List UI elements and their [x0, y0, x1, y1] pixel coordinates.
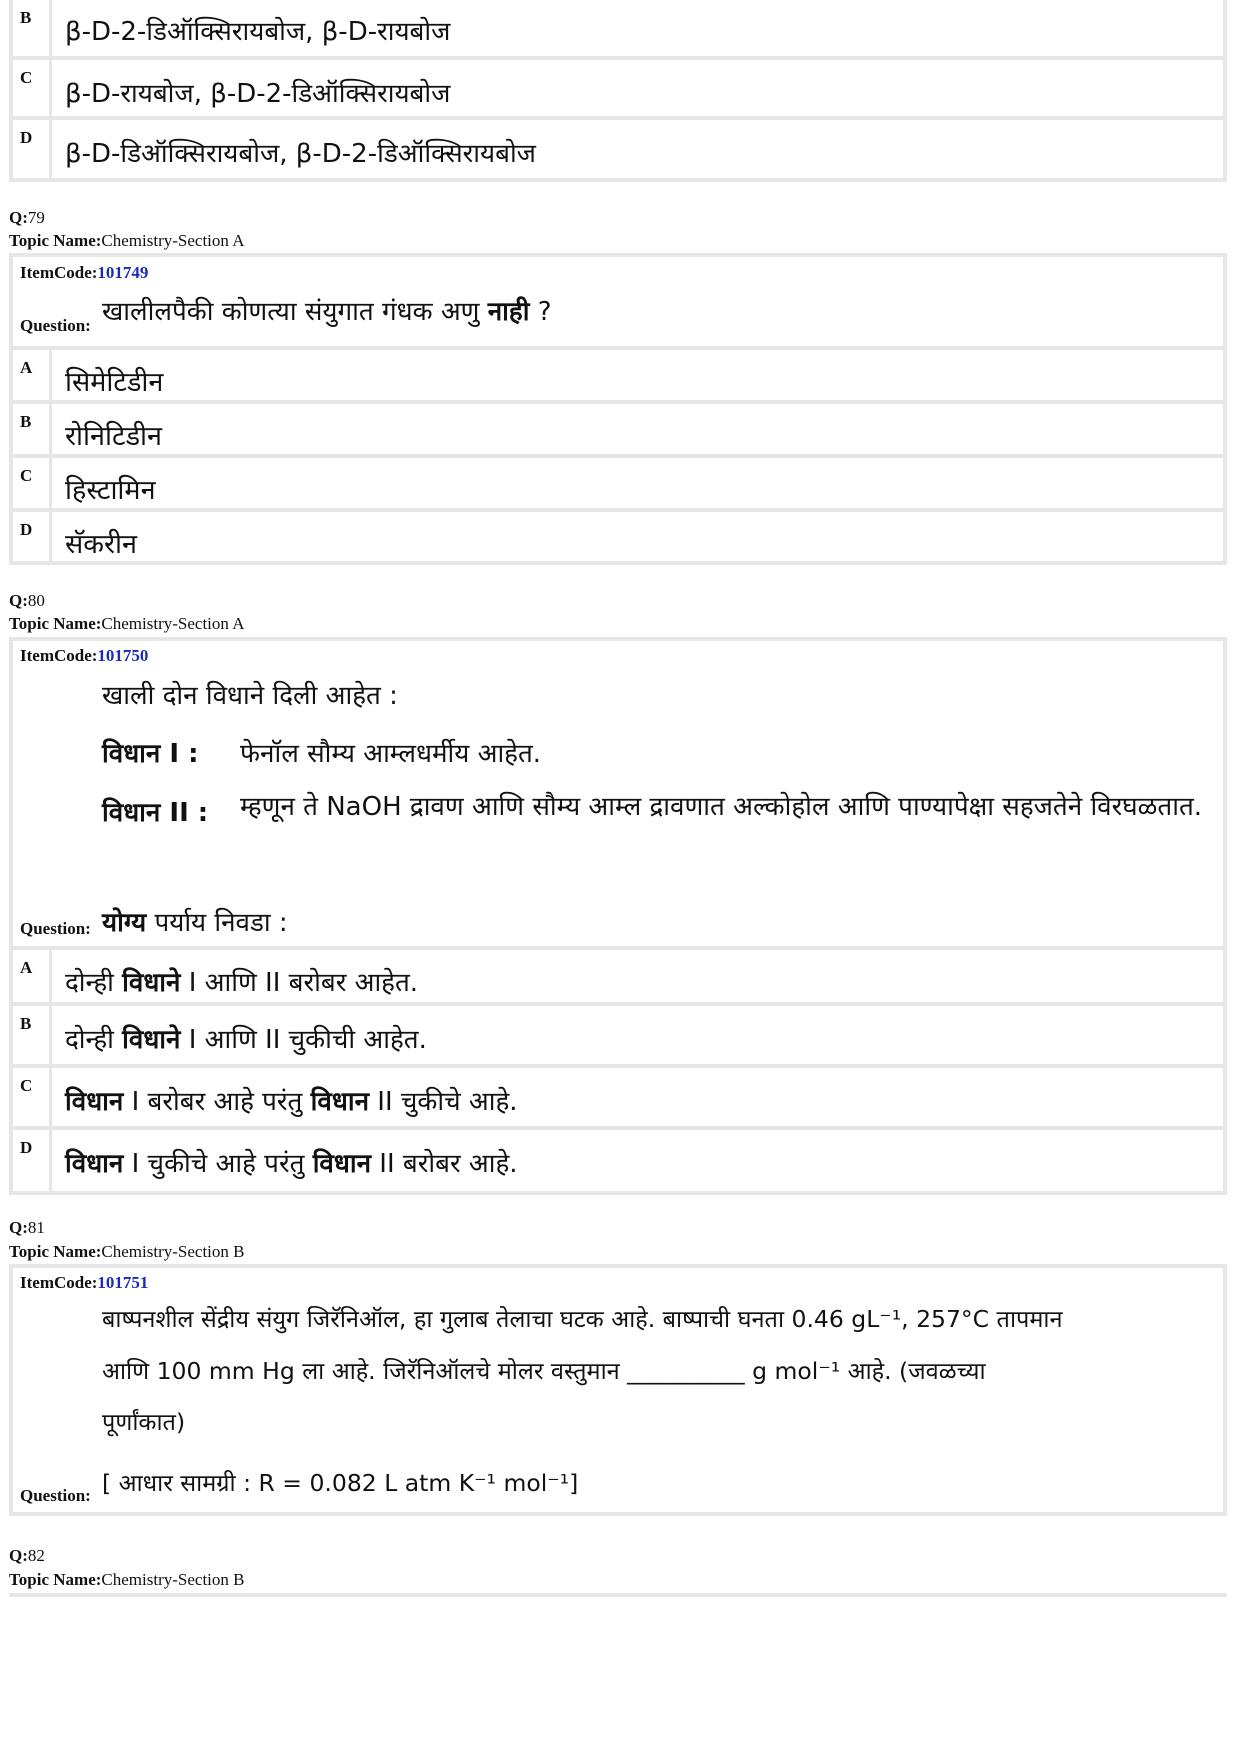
statement-intro: खाली दोन विधाने दिली आहेत :: [102, 681, 398, 711]
topic-name: Topic Name:Chemistry-Section A: [9, 614, 245, 633]
topic-name: Topic Name:Chemistry-Section B: [9, 1242, 245, 1261]
option-text: β-D-2-डिऑक्सिरायबोज, β-D-रायबोज: [65, 17, 451, 47]
topic-name: Topic Name:Chemistry-Section B: [9, 1570, 245, 1589]
option-text: β-D-रायबोज, β-D-2-डिऑक्सिरायबोज: [65, 79, 451, 109]
option-letter: A: [20, 958, 33, 977]
option-text: दोन्ही विधाने I आणि II चुकीची आहेत.: [65, 1025, 427, 1055]
q79-option-a[interactable]: [9, 346, 1227, 400]
option-letter: C: [20, 1076, 33, 1095]
question-number: Q:81: [9, 1218, 45, 1237]
q78-option-c[interactable]: [9, 56, 1227, 116]
item-code: ItemCode:101751: [20, 1273, 149, 1292]
option-text: विधान I चुकीचे आहे परंतु विधान II बरोबर आहे.: [65, 1149, 518, 1179]
item-code: ItemCode:101749: [20, 263, 149, 282]
item-code: ItemCode:101750: [20, 646, 149, 665]
question-line-3: पूर्णांकात): [102, 1408, 186, 1436]
option-letter: B: [20, 8, 32, 27]
option-letter: D: [20, 128, 33, 147]
q80-option-d[interactable]: [9, 1126, 1227, 1195]
divider: [9, 1593, 1227, 1597]
option-letter: D: [20, 520, 33, 539]
question-label: Question:: [20, 919, 91, 938]
statement-1-label: विधान I :: [102, 739, 199, 769]
question-text: योग्य पर्याय निवडा :: [102, 908, 288, 938]
option-letter: A: [20, 358, 33, 377]
question-text: खालीलपैकी कोणत्या संयुगात गंधक अणु नाही ?: [102, 297, 552, 327]
question-label: Question:: [20, 1486, 91, 1505]
q78-option-d[interactable]: [9, 116, 1227, 178]
question-label: Question:: [20, 316, 91, 335]
question-number: Q:79: [9, 208, 45, 227]
question-number: Q:80: [9, 591, 45, 610]
given-data: [ आधार सामग्री : R = 0.082 L atm K⁻¹ mol⁻¹]: [102, 1469, 579, 1497]
question-line-1: बाष्पनशील सेंद्रीय संयुग जिरॅनिऑल, हा गुलाब तेलाचा घटक आहे. बाष्पाची घनता 0.46 gL⁻¹, 257°C तापमान: [102, 1305, 1063, 1333]
q79-option-b[interactable]: [9, 400, 1227, 454]
option-text: सिमेटिडीन: [65, 367, 164, 398]
q80-option-b[interactable]: [9, 1002, 1227, 1064]
q78-option-b[interactable]: [9, 0, 1227, 56]
question-line-2: आणि 100 mm Hg ला आहे. जिरॅनिऑलचे मोलर वस्तुमान __________ g mol⁻¹ आहे. (जवळच्या: [102, 1357, 986, 1385]
q79-option-d[interactable]: [9, 508, 1227, 565]
option-text: सॅकरीन: [65, 529, 138, 560]
q80-option-a[interactable]: [9, 946, 1227, 1002]
option-letter: C: [20, 68, 33, 87]
option-letter: B: [20, 412, 32, 431]
question-number: Q:82: [9, 1546, 45, 1565]
option-text: विधान I बरोबर आहे परंतु विधान II चुकीचे आहे.: [65, 1087, 518, 1117]
statement-2-text: म्हणून ते NaOH द्रावण आणि सौम्य आम्ल द्रावणात अल्कोहोल आणि पाण्यापेक्षा सहजतेने विरघळतात.: [240, 792, 1203, 822]
statement-1-text: फेनॉल सौम्य आम्लधर्मीय आहेत.: [240, 739, 542, 769]
option-text: रोनिटिडीन: [65, 421, 163, 452]
option-letter: D: [20, 1138, 33, 1157]
option-text: हिस्टामिन: [65, 475, 156, 506]
topic-name: Topic Name:Chemistry-Section A: [9, 231, 245, 250]
option-letter: B: [20, 1014, 32, 1033]
q80-option-c[interactable]: [9, 1064, 1227, 1126]
option-text: दोन्ही विधाने I आणि II बरोबर आहेत.: [65, 968, 419, 998]
option-text: β-D-डिऑक्सिरायबोज, β-D-2-डिऑक्सिरायबोज: [65, 139, 536, 169]
statement-2-label: विधान II :: [102, 798, 209, 828]
q79-option-c[interactable]: [9, 454, 1227, 508]
option-letter: C: [20, 466, 33, 485]
